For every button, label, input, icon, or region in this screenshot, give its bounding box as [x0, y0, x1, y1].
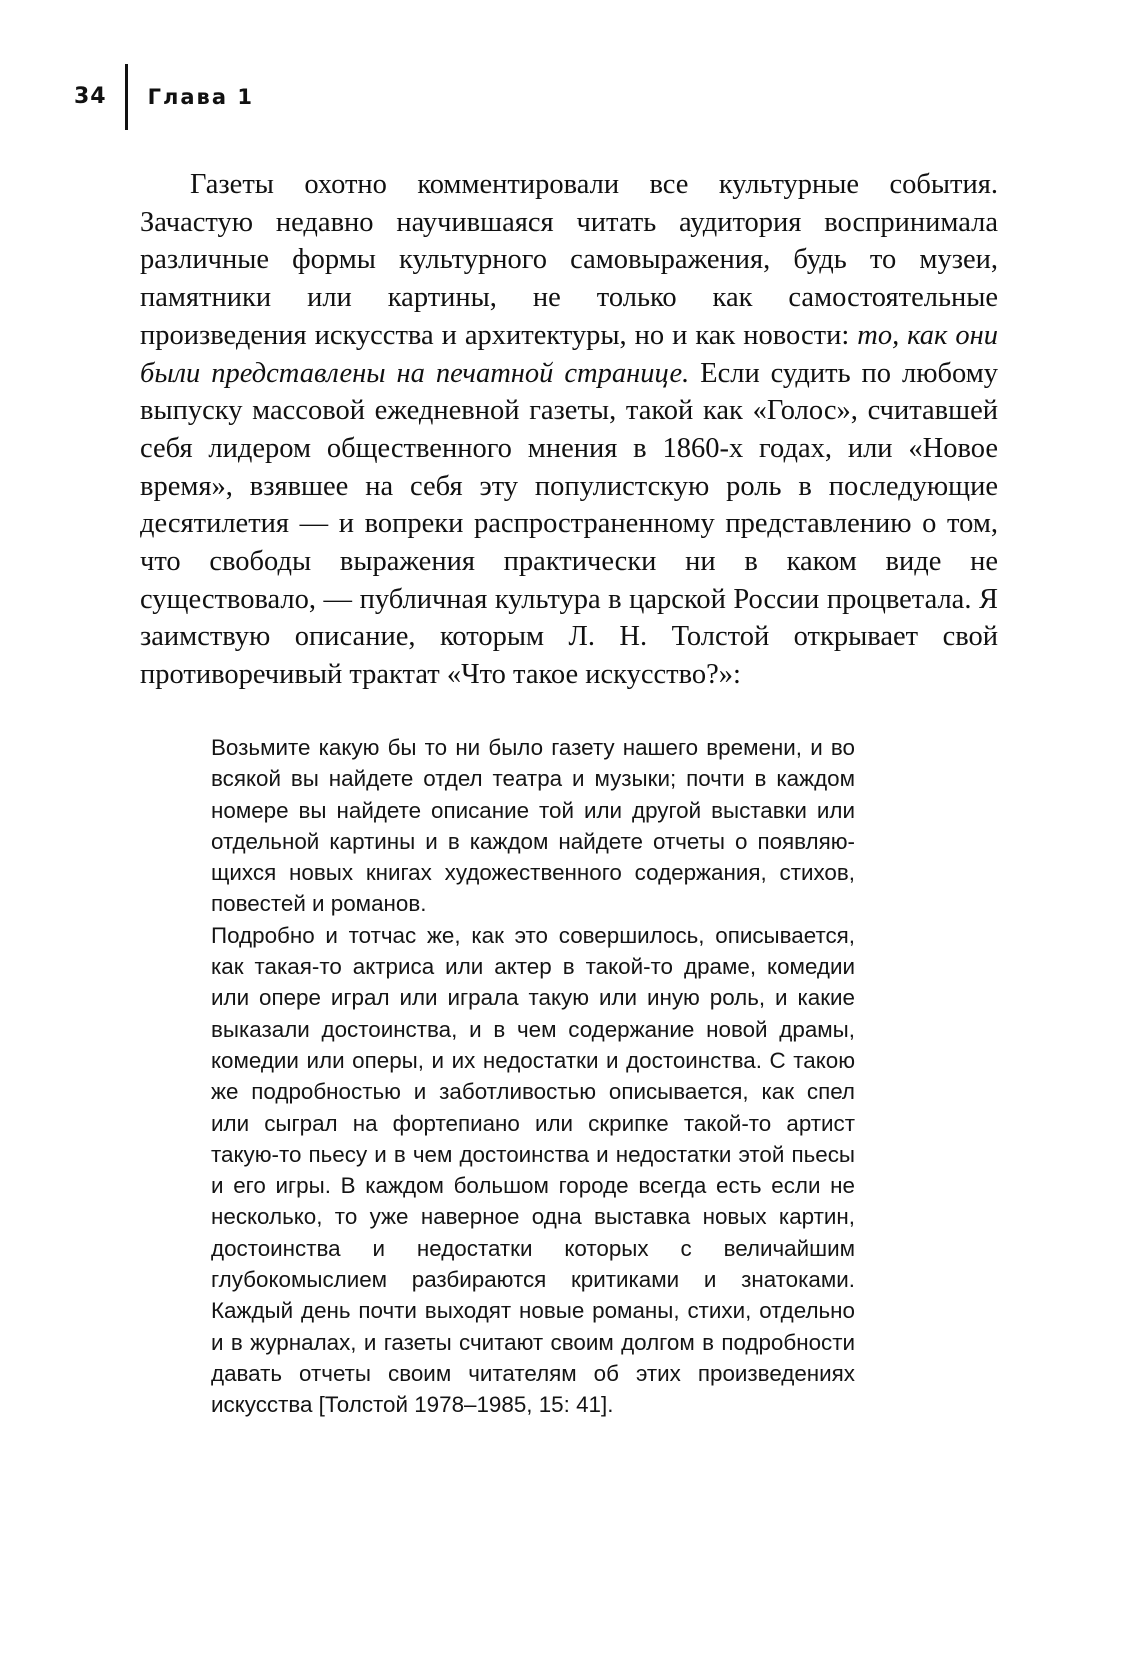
body-paragraph — [140, 166, 998, 694]
chapter-title: Глава 1 — [147, 84, 254, 109]
main-text — [140, 166, 998, 694]
quote-paragraph-2: Подробно и тотчас же, как это совершилось, описывается, как такая-то актриса или актер в такой-то драме, комедии или опере играл или играла такую или иную роль, и какие выказали достоинства, и в чем содержание новой драмы, комедии или оперы, и их недостатки и достоинства. С такою же подробностью и заботливостью описывается, как спел или сыграл на фортепиано или скрипке такой-то артист такую-то пьесу и в чем достоинства и недостатки этой пьесы и его игры. В каждом большом городе всегда есть если не несколько, то уже наверное одна выставка новых картин, достоинства и недостатки которых с величайшим глубокомыслием разбираются критиками и знатоками. Каждый день почти выходят новые романы, стихи, отдельно и в журналах, и газеты считают своим долгом в подробности давать отчеты своим читателям об этих произведениях искусства [Толстой 1978–1985, 15: 41]. — [211, 922, 855, 1418]
tolstoy-quotation — [211, 732, 855, 1421]
header-divider — [125, 64, 128, 130]
body-paragraph-end: Если судить по любому выпуску массовой ежедневной газеты, такой как «Голос», считавшей себя лидером общественного мнения в 1860-х годах, или «Новое время», взявшее на себя эту популистскую роль в последующие десятилетия — и вопреки распространенному представлению о том, что свободы выражения практически ни в каком виде не существовало, — публичная культура в царской России процветала. Я заимствую описание, которым Л. Н. Толстой открывает свой противоречивый трактат «Что такое искусство?»: — [140, 357, 998, 691]
body-paragraph-italic: то, как они были представлены на печатной странице. — [140, 319, 998, 389]
page-number: 34 — [74, 84, 107, 109]
body-paragraph-start: Газеты охотно комментировали все культурные события. Зачастую недавно научившаяся читать аудитория воспринимала различные формы культурного самовыражения, будь то музеи, памятники или картины, не только как самостоятельные произведения искусства и архитектуры, но и как новости: — [140, 169, 998, 351]
quote-paragraph-1: Возьмите какую бы то ни было газету нашего времени, и во всякой вы найдете отдел театра и музыки; почти в каждом номере вы найдете описание той или другой выставки или отдельной картины и в каждом найдете отчеты о появляющихся новых книгах художественного содержания, стихов, повестей и романов. — [211, 735, 855, 917]
running-header — [74, 62, 254, 132]
